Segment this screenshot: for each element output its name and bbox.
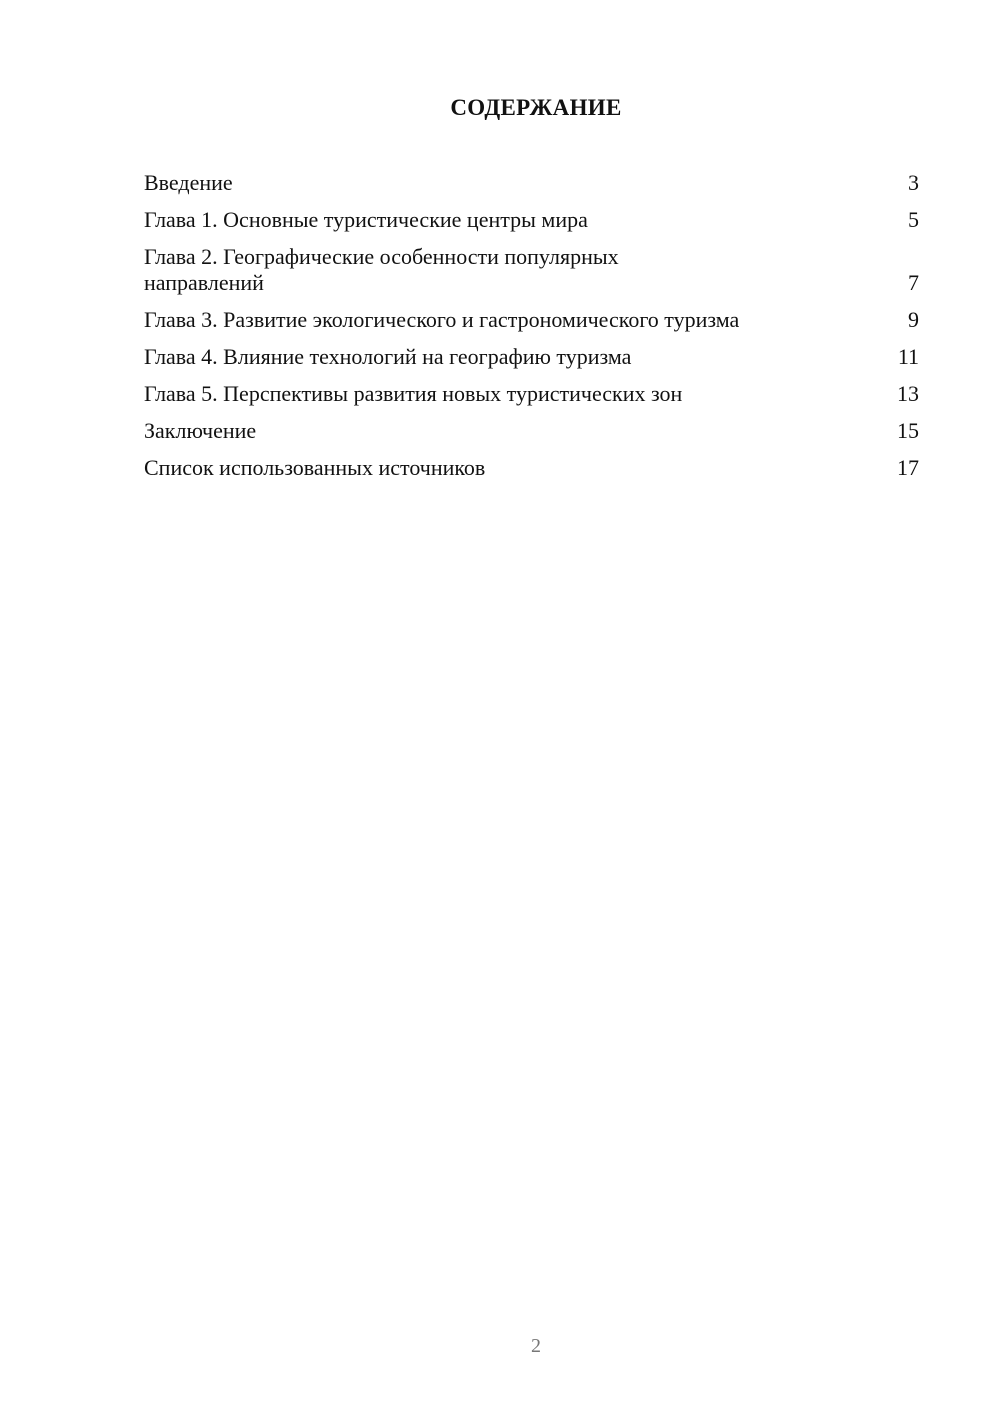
toc-item-label: Заключение xyxy=(144,418,257,443)
toc-item-label: Глава 2. Географические особенности популярных направлений xyxy=(144,244,619,295)
toc-item-page: 15 xyxy=(897,418,919,443)
toc-item-label: Введение xyxy=(144,170,233,195)
toc-item-page: 13 xyxy=(897,381,919,406)
table-of-contents xyxy=(144,170,919,492)
toc-item-references xyxy=(144,455,919,481)
toc-item-label: Глава 3. Развитие экологического и гастрономического туризма xyxy=(144,307,740,332)
toc-item-page: 9 xyxy=(908,307,919,332)
toc-item-chapter-4 xyxy=(144,344,919,370)
toc-item-page: 5 xyxy=(908,207,919,232)
toc-item-label: Глава 1. Основные туристические центры мира xyxy=(144,207,588,232)
toc-item-chapter-3 xyxy=(144,307,919,333)
toc-item-page: 11 xyxy=(897,344,919,369)
toc-item-page: 7 xyxy=(908,270,919,295)
toc-item-page: 17 xyxy=(897,455,919,480)
toc-item-page: 3 xyxy=(908,170,919,195)
toc-item-chapter-1 xyxy=(144,207,919,233)
toc-item-label: Глава 5. Перспективы развития новых туристических зон xyxy=(144,381,683,406)
toc-item-introduction xyxy=(144,170,919,196)
toc-item-chapter-2 xyxy=(144,244,919,296)
page-title: СОДЕРЖАНИЕ xyxy=(450,95,622,120)
page-number: 2 xyxy=(531,1335,541,1357)
toc-item-label: Список использованных источников xyxy=(144,455,486,480)
toc-item-label: Глава 4. Влияние технологий на географию туризма xyxy=(144,344,632,369)
toc-item-conclusion xyxy=(144,418,919,444)
toc-item-chapter-5 xyxy=(144,381,919,407)
